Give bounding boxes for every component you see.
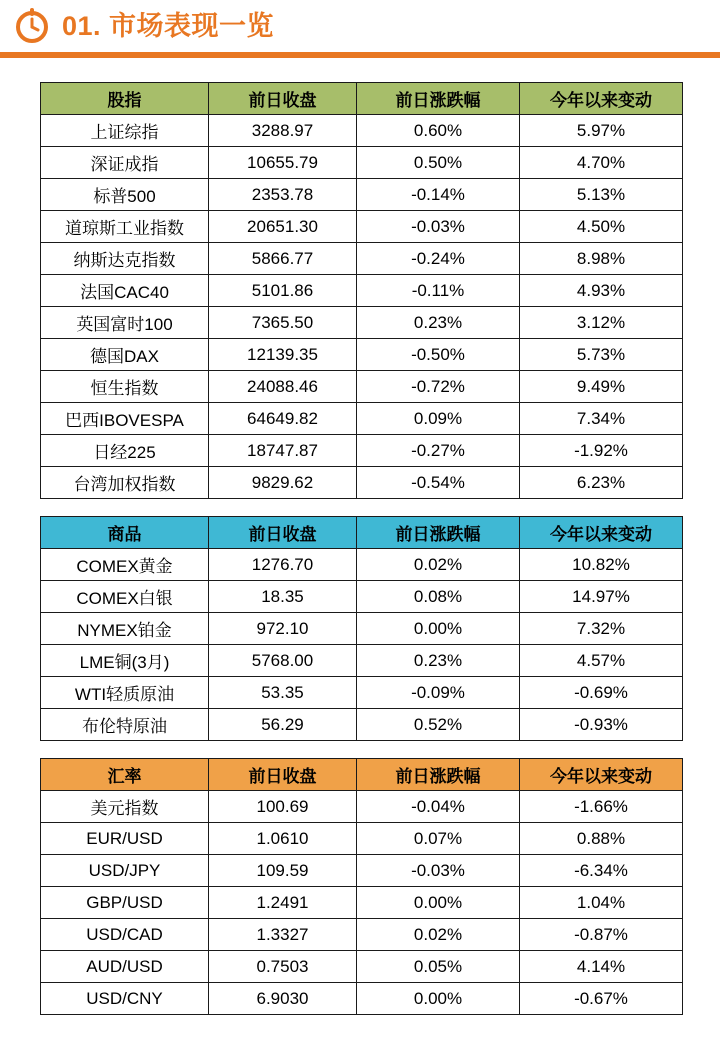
table-row xyxy=(41,467,683,499)
cell-ytd: -0.87% xyxy=(520,919,683,951)
cell-name: NYMEX铂金 xyxy=(41,613,209,645)
cell-change: 0.02% xyxy=(357,919,520,951)
table-header-row xyxy=(41,517,683,549)
cell-close: 972.10 xyxy=(209,613,357,645)
cell-name: USD/JPY xyxy=(41,855,209,887)
cell-ytd: -0.93% xyxy=(520,709,683,741)
cell-name: 标普500 xyxy=(41,179,209,211)
cell-close: 10655.79 xyxy=(209,147,357,179)
table-row xyxy=(41,147,683,179)
cell-close: 9829.62 xyxy=(209,467,357,499)
cell-ytd: 5.97% xyxy=(520,115,683,147)
cell-change: 0.23% xyxy=(357,645,520,677)
cell-name: COMEX黄金 xyxy=(41,549,209,581)
cell-change: 0.00% xyxy=(357,613,520,645)
cell-change: 0.23% xyxy=(357,307,520,339)
cell-close: 6.9030 xyxy=(209,983,357,1015)
cell-ytd: 4.14% xyxy=(520,951,683,983)
table-row xyxy=(41,709,683,741)
cell-close: 1276.70 xyxy=(209,549,357,581)
cell-close: 1.2491 xyxy=(209,887,357,919)
cell-ytd: 7.32% xyxy=(520,613,683,645)
column-header: 前日涨跌幅 xyxy=(357,759,520,791)
cell-change: -0.72% xyxy=(357,371,520,403)
column-header: 前日收盘 xyxy=(209,759,357,791)
cell-name: 法国CAC40 xyxy=(41,275,209,307)
page-header xyxy=(0,0,720,52)
cell-close: 2353.78 xyxy=(209,179,357,211)
table-row xyxy=(41,581,683,613)
page-title: 01. 市场表现一览 xyxy=(62,10,275,41)
table-header-row xyxy=(41,759,683,791)
column-header: 今年以来变动 xyxy=(520,83,683,115)
column-header: 前日涨跌幅 xyxy=(357,83,520,115)
cell-name: 纳斯达克指数 xyxy=(41,243,209,275)
cell-name: WTI轻质原油 xyxy=(41,677,209,709)
cell-close: 20651.30 xyxy=(209,211,357,243)
cell-close: 53.35 xyxy=(209,677,357,709)
column-header: 前日收盘 xyxy=(209,517,357,549)
column-header: 前日涨跌幅 xyxy=(357,517,520,549)
cell-ytd: 4.93% xyxy=(520,275,683,307)
cell-close: 1.3327 xyxy=(209,919,357,951)
header-divider xyxy=(0,52,720,58)
cell-ytd: 9.49% xyxy=(520,371,683,403)
cell-change: 0.52% xyxy=(357,709,520,741)
cell-close: 56.29 xyxy=(209,709,357,741)
cell-name: AUD/USD xyxy=(41,951,209,983)
cell-change: -0.11% xyxy=(357,275,520,307)
table-row xyxy=(41,887,683,919)
cell-close: 24088.46 xyxy=(209,371,357,403)
cell-change: 0.00% xyxy=(357,983,520,1015)
cell-change: 0.09% xyxy=(357,403,520,435)
cell-ytd: 4.57% xyxy=(520,645,683,677)
cell-name: 美元指数 xyxy=(41,791,209,823)
cell-name: USD/CAD xyxy=(41,919,209,951)
cell-ytd: 0.88% xyxy=(520,823,683,855)
table-row xyxy=(41,211,683,243)
cell-change: 0.00% xyxy=(357,887,520,919)
cell-name: 深证成指 xyxy=(41,147,209,179)
cell-change: -0.09% xyxy=(357,677,520,709)
cell-change: -0.14% xyxy=(357,179,520,211)
cell-change: -0.50% xyxy=(357,339,520,371)
cell-change: 0.60% xyxy=(357,115,520,147)
cell-ytd: 5.13% xyxy=(520,179,683,211)
table-row xyxy=(41,919,683,951)
column-header: 商品 xyxy=(41,517,209,549)
cell-close: 0.7503 xyxy=(209,951,357,983)
cell-close: 12139.35 xyxy=(209,339,357,371)
cell-name: 道琼斯工业指数 xyxy=(41,211,209,243)
cell-change: -0.24% xyxy=(357,243,520,275)
table-row xyxy=(41,855,683,887)
cell-change: 0.07% xyxy=(357,823,520,855)
cell-name: GBP/USD xyxy=(41,887,209,919)
cell-close: 100.69 xyxy=(209,791,357,823)
cell-name: 上证综指 xyxy=(41,115,209,147)
table-row xyxy=(41,179,683,211)
stock-index-table-wrap xyxy=(40,82,682,499)
cell-close: 1.0610 xyxy=(209,823,357,855)
cell-ytd: 4.50% xyxy=(520,211,683,243)
cell-change: 0.02% xyxy=(357,549,520,581)
cell-ytd: 14.97% xyxy=(520,581,683,613)
table-row xyxy=(41,823,683,855)
cell-ytd: 3.12% xyxy=(520,307,683,339)
cell-name: 台湾加权指数 xyxy=(41,467,209,499)
cell-ytd: 6.23% xyxy=(520,467,683,499)
cell-name: EUR/USD xyxy=(41,823,209,855)
cell-change: -0.04% xyxy=(357,791,520,823)
cell-change: -0.03% xyxy=(357,211,520,243)
table-row xyxy=(41,549,683,581)
table-row xyxy=(41,307,683,339)
table-header-row xyxy=(41,83,683,115)
cell-ytd: 7.34% xyxy=(520,403,683,435)
table-row xyxy=(41,243,683,275)
cell-change: -0.03% xyxy=(357,855,520,887)
cell-close: 18747.87 xyxy=(209,435,357,467)
clock-icon xyxy=(14,8,50,44)
table-row xyxy=(41,115,683,147)
table-row xyxy=(41,791,683,823)
cell-close: 5101.86 xyxy=(209,275,357,307)
cell-change: -0.27% xyxy=(357,435,520,467)
table-row xyxy=(41,339,683,371)
table-row xyxy=(41,613,683,645)
cell-name: LME铜(3月) xyxy=(41,645,209,677)
cell-name: 德国DAX xyxy=(41,339,209,371)
cell-name: 巴西IBOVESPA xyxy=(41,403,209,435)
cell-close: 5768.00 xyxy=(209,645,357,677)
table-row xyxy=(41,951,683,983)
cell-close: 3288.97 xyxy=(209,115,357,147)
cell-name: COMEX白银 xyxy=(41,581,209,613)
cell-close: 64649.82 xyxy=(209,403,357,435)
stock-index-table xyxy=(40,82,683,499)
cell-close: 7365.50 xyxy=(209,307,357,339)
cell-name: 日经225 xyxy=(41,435,209,467)
cell-name: 英国富时100 xyxy=(41,307,209,339)
cell-change: -0.54% xyxy=(357,467,520,499)
fx-table xyxy=(40,758,683,1015)
cell-ytd: -1.92% xyxy=(520,435,683,467)
table-row xyxy=(41,677,683,709)
cell-ytd: 1.04% xyxy=(520,887,683,919)
cell-name: 布伦特原油 xyxy=(41,709,209,741)
table-row xyxy=(41,983,683,1015)
cell-ytd: -1.66% xyxy=(520,791,683,823)
cell-close: 109.59 xyxy=(209,855,357,887)
cell-ytd: 8.98% xyxy=(520,243,683,275)
cell-ytd: -0.69% xyxy=(520,677,683,709)
table-row xyxy=(41,275,683,307)
column-header: 汇率 xyxy=(41,759,209,791)
column-header: 前日收盘 xyxy=(209,83,357,115)
cell-ytd: -6.34% xyxy=(520,855,683,887)
cell-change: 0.50% xyxy=(357,147,520,179)
table-row xyxy=(41,403,683,435)
commodity-table-wrap xyxy=(40,516,682,741)
cell-ytd: 5.73% xyxy=(520,339,683,371)
commodity-table xyxy=(40,516,683,741)
table-row xyxy=(41,645,683,677)
cell-ytd: 4.70% xyxy=(520,147,683,179)
table-row xyxy=(41,371,683,403)
cell-change: 0.05% xyxy=(357,951,520,983)
cell-close: 5866.77 xyxy=(209,243,357,275)
cell-close: 18.35 xyxy=(209,581,357,613)
cell-change: 0.08% xyxy=(357,581,520,613)
column-header: 今年以来变动 xyxy=(520,517,683,549)
cell-ytd: 10.82% xyxy=(520,549,683,581)
column-header: 今年以来变动 xyxy=(520,759,683,791)
fx-table-wrap xyxy=(40,758,682,1015)
cell-name: USD/CNY xyxy=(41,983,209,1015)
cell-name: 恒生指数 xyxy=(41,371,209,403)
cell-ytd: -0.67% xyxy=(520,983,683,1015)
table-row xyxy=(41,435,683,467)
column-header: 股指 xyxy=(41,83,209,115)
